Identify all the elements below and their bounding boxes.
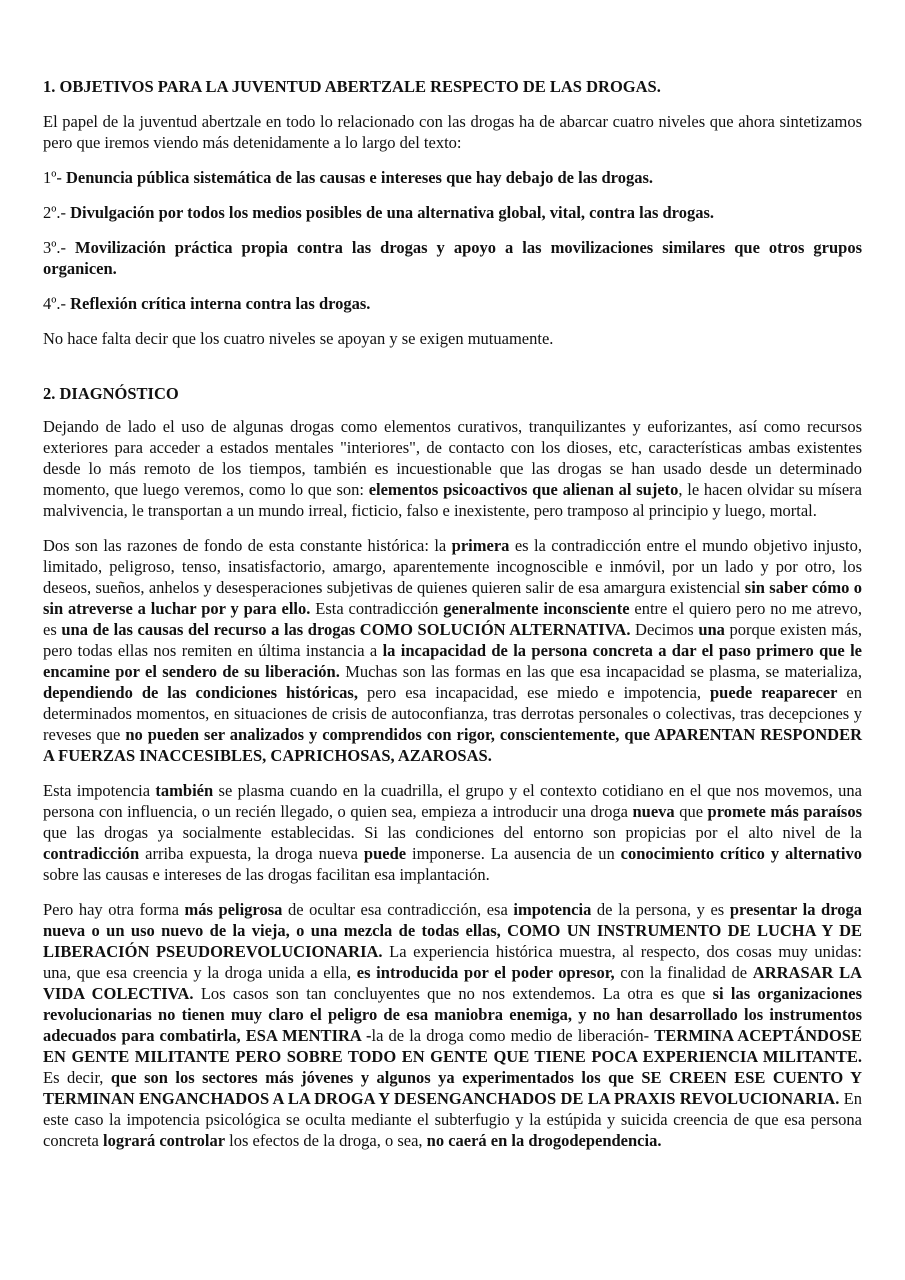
section-1-heading: 1. OBJETIVOS PARA LA JUVENTUD ABERTZALE RESPECTO DE LAS DROGAS. bbox=[43, 77, 661, 96]
level-text: Denuncia pública sistemática de las causas e intereses que hay debajo de las drogas. bbox=[66, 168, 654, 187]
body-text: es la contradicción entre el mundo objetivo injusto, limitado, peligroso, tenso, insatisfactorio, amargo, aparentemente incognoscible e inmóvil, por un lado y por otro, los deseos, sueños, anhelos y desesperaciones subjetivas de quienes quieren salir de esa amargura existencial bbox=[43, 536, 862, 597]
section-2-heading: 2. DIAGNÓSTICO bbox=[43, 384, 179, 403]
body-text: Los casos son tan concluyentes que no nos extendemos. La otra es que bbox=[193, 984, 713, 1003]
emphasized-text: es introducida por el poder opresor, bbox=[356, 963, 615, 982]
level-text: Divulgación por todos los medios posibles de una alternativa global, vital, contra las drogas. bbox=[70, 203, 714, 222]
level-number: 4º.- bbox=[43, 294, 71, 313]
emphasized-text: si las organizaciones revolucionarias no tienen muy claro el peligro de esa maniobra enemiga, y no han desarrollado los instrumentos adecuados para combatirla, ESA MENTIRA - bbox=[43, 984, 862, 1045]
body-text: Dejando de lado el uso de algunas drogas como elementos curativos, tranquilizantes y euforizantes, así como recursos exteriores para acceder a estados mentales "interiores", de contacto con los dioses, etc, características ambas existentes desde lo más remoto de los tiempos, también es incuestionable que las drogas se han usado desde un determinado momento, que luego veremos, como lo que son: bbox=[43, 417, 862, 499]
body-text: con la finalidad de bbox=[614, 963, 753, 982]
body-text: de ocultar esa contradicción, esa bbox=[282, 900, 514, 919]
body-text: que las drogas ya socialmente establecidas. Si las condiciones del entorno son propicias por el alto nivel de la bbox=[43, 823, 862, 842]
emphasized-text: contradicción bbox=[43, 844, 140, 863]
emphasized-text: una bbox=[698, 620, 725, 639]
emphasized-text: dependiendo de las condiciones históricas, bbox=[43, 683, 358, 702]
emphasized-text: que son los sectores más jóvenes y algunos ya experimentados los que SE CREEN ESE CUENTO Y TERMINAN ENGANCHADOS A LA DROGA Y DESENGANCHADOS DE LA PRAXIS REVOLUCIONARIA. bbox=[43, 1068, 862, 1108]
level-number: 2º.- bbox=[43, 203, 71, 222]
emphasized-text: puede bbox=[363, 844, 407, 863]
body-text: Es decir, bbox=[43, 1068, 111, 1087]
body-text: entre el quiero pero no me atrevo, es bbox=[43, 599, 862, 639]
body-text: pero esa incapacidad, ese miedo e impotencia, bbox=[357, 683, 710, 702]
emphasized-text: presentar la droga nueva o un uso nuevo de la vieja, o una mezcla de todas ellas, COMO UN INSTRUMENTO DE LUCHA Y DE LIBERACIÓN PSEUDOREVOLUCIONARIA. bbox=[43, 900, 863, 961]
emphasized-text: no caerá en la drogodependencia. bbox=[426, 1131, 662, 1150]
body-text: La experiencia histórica muestra, al respecto, dos cosas muy unidas: una, que esa creencia y la droga unida a ella, bbox=[43, 942, 862, 982]
body-text: la de la droga como medio de liberación- bbox=[371, 1026, 655, 1045]
section-1-intro: El papel de la juventud abertzale en todo lo relacionado con las drogas ha de abarcar cuatro niveles que ahora sintetizamos pero que iremos viendo más detenidamente a lo largo del texto: bbox=[43, 112, 862, 152]
body-text: arriba expuesta, la droga nueva bbox=[139, 844, 364, 863]
emphasized-text: la incapacidad de la persona concreta a dar el paso primero que le encamine por el sendero de su liberación. bbox=[43, 641, 863, 681]
emphasized-text: también bbox=[155, 781, 214, 800]
emphasized-text: una de las causas del recurso a las drogas COMO SOLUCIÓN ALTERNATIVA. bbox=[61, 620, 631, 639]
emphasized-text: ARRASAR LA VIDA COLECTIVA. bbox=[43, 963, 863, 1003]
objective-level-2 bbox=[43, 202, 862, 223]
body-text: Decimos bbox=[630, 620, 699, 639]
level-number: 3º.- bbox=[43, 238, 76, 257]
emphasized-text: no pueden ser analizados y comprendidos con rigor, conscientemente, que APARENTAN RESPONDER A FUERZAS INACCESIBLES, CAPRICHOSAS, AZAROSAS. bbox=[43, 725, 862, 765]
diagnosis-paragraph-4 bbox=[43, 899, 862, 1151]
diagnosis-paragraph-2 bbox=[43, 535, 862, 766]
body-text: que bbox=[674, 802, 708, 821]
diagnosis-paragraph-3 bbox=[43, 780, 862, 885]
body-text: en determinados momentos, en situaciones de crisis de autoconfianza, tras derrotas personales o colectivas, tras decepciones y reveses que bbox=[43, 683, 862, 744]
body-text: de la persona, y es bbox=[591, 900, 730, 919]
emphasized-text: más peligrosa bbox=[184, 900, 283, 919]
level-text: Movilización práctica propia contra las drogas y apoyo a las movilizaciones similares que otros grupos organicen. bbox=[43, 238, 862, 278]
objective-level-4 bbox=[43, 293, 862, 314]
body-text: imponerse. La ausencia de un bbox=[406, 844, 621, 863]
body-text: En este caso la impotencia psicológica se oculta mediante el subterfugio y la estúpida y suicida creencia de que esa persona concreta bbox=[43, 1089, 862, 1150]
emphasized-text: sin saber cómo o sin atreverse a luchar por y para ello. bbox=[43, 578, 862, 618]
objective-level-1 bbox=[43, 167, 862, 188]
body-text: se plasma cuando en la cuadrilla, el grupo y el contexto cotidiano en el que nos movemos, una persona con influencia, o un recién llegado, o quien sea, empieza a introducir una droga bbox=[43, 781, 862, 821]
body-text: Dos son las razones de fondo de esta constante histórica: la bbox=[43, 536, 452, 555]
body-text: Esta contradicción bbox=[310, 599, 444, 618]
emphasized-text: impotencia bbox=[513, 900, 592, 919]
emphasized-text: elementos psicoactivos que alienan al sujeto bbox=[368, 480, 679, 499]
emphasized-text: TERMINA ACEPTÁNDOSE EN GENTE MILITANTE PERO SOBRE TODO EN GENTE QUE TIENE POCA EXPERIENCIA MILITANTE. bbox=[43, 1026, 862, 1066]
emphasized-text: primera bbox=[451, 536, 510, 555]
level-text: Reflexión crítica interna contra las drogas. bbox=[70, 294, 371, 313]
section-1-closing: No hace falta decir que los cuatro niveles se apoyan y se exigen mutuamente. bbox=[43, 329, 554, 348]
emphasized-text: logrará controlar bbox=[103, 1131, 226, 1150]
body-text: , le hacen olvidar su mísera malvivencia, le transportan a un mundo irreal, ficticio, falso e inexistente, pero tramposo al principio y luego, mortal. bbox=[43, 480, 862, 520]
body-text: porque existen más, pero todas ellas nos remiten en última instancia a bbox=[43, 620, 862, 660]
body-text: Muchas son las formas en las que esa incapacidad se plasma, se materializa, bbox=[339, 662, 862, 681]
body-text: sobre las causas e intereses de las drogas facilitan esa implantación. bbox=[43, 865, 490, 884]
body-text: los efectos de la droga, o sea, bbox=[225, 1131, 427, 1150]
level-number: 1º- bbox=[43, 168, 66, 187]
diagnosis-paragraph-1 bbox=[43, 416, 862, 521]
emphasized-text: generalmente inconsciente bbox=[443, 599, 630, 618]
objective-level-3 bbox=[43, 237, 862, 279]
emphasized-text: promete más paraísos bbox=[707, 802, 863, 821]
emphasized-text: conocimiento crítico y alternativo bbox=[620, 844, 862, 863]
body-text: Esta impotencia bbox=[43, 781, 156, 800]
body-text: Pero hay otra forma bbox=[43, 900, 185, 919]
emphasized-text: nueva bbox=[632, 802, 675, 821]
emphasized-text: puede reaparecer bbox=[709, 683, 838, 702]
